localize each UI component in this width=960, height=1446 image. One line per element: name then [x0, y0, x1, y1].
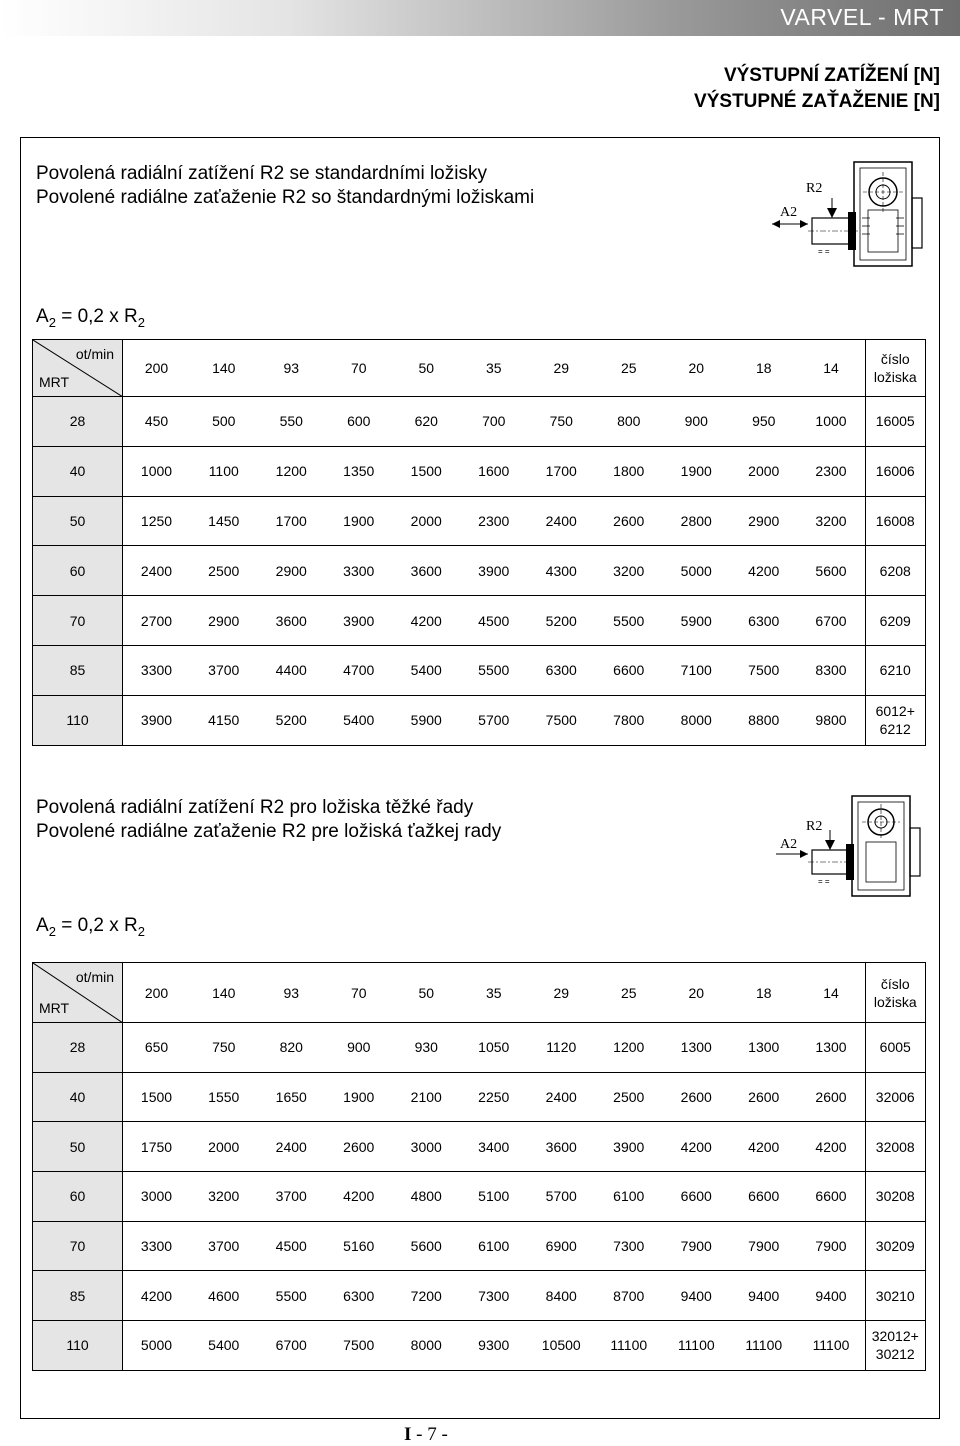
bearing-value: 16006 — [875, 463, 915, 480]
speed-header: 50 — [393, 963, 461, 1023]
load-value-cell: 8000 — [393, 1321, 461, 1371]
load-value-cell: 2800 — [663, 496, 731, 546]
load-value-cell: 11100 — [730, 1321, 798, 1371]
bearing-value: 30209 — [875, 1238, 915, 1255]
bearing-value: 30210 — [875, 1287, 915, 1304]
diagram1-r2-label: R2 — [806, 181, 823, 196]
load-value-cell: 7300 — [595, 1221, 663, 1271]
header-bar — [0, 0, 960, 36]
bearing-value: 6209 — [879, 612, 911, 629]
load-value-cell: 5400 — [190, 1321, 258, 1371]
speed-header: 25 — [595, 340, 663, 397]
load-value-cell: 3900 — [460, 546, 528, 596]
load-value-cell: 3200 — [798, 496, 866, 546]
load-value-cell: 11100 — [595, 1321, 663, 1371]
load-value-cell: 1050 — [460, 1023, 528, 1073]
bearing-value: 32008 — [875, 1138, 915, 1155]
bearing-cell — [865, 446, 926, 496]
load-value-cell: 820 — [258, 1023, 326, 1073]
load-value-cell: 3200 — [595, 546, 663, 596]
table-row — [33, 397, 926, 447]
load-value-cell: 7500 — [730, 645, 798, 695]
bearing-cell — [865, 1221, 926, 1271]
svg-text:= =: = = — [818, 877, 830, 886]
load-value-cell: 2600 — [663, 1072, 731, 1122]
size-cell: 28 — [33, 1023, 123, 1073]
bearing-header-line: číslo — [880, 975, 910, 992]
table-row — [33, 1172, 926, 1222]
load-value-cell: 6300 — [730, 596, 798, 646]
load-value-cell: 6900 — [528, 1221, 596, 1271]
load-value-cell: 7900 — [730, 1221, 798, 1271]
load-value-cell: 6100 — [595, 1172, 663, 1222]
load-value-cell: 5500 — [258, 1271, 326, 1321]
load-value-cell: 7100 — [663, 645, 731, 695]
load-value-cell: 1200 — [595, 1023, 663, 1073]
corner-header — [33, 963, 123, 1023]
load-value-cell: 6300 — [325, 1271, 393, 1321]
speed-header: 20 — [663, 963, 731, 1023]
load-value-cell: 5600 — [393, 1221, 461, 1271]
bearing-cell — [865, 596, 926, 646]
load-value-cell: 8700 — [595, 1271, 663, 1321]
load-value-cell: 3400 — [460, 1122, 528, 1172]
load-value-cell: 6600 — [798, 1172, 866, 1222]
load-value-cell: 700 — [460, 397, 528, 447]
speed-header: 140 — [190, 963, 258, 1023]
load-value-cell: 1250 — [123, 496, 191, 546]
load-value-cell: 1300 — [798, 1023, 866, 1073]
load-value-cell: 6700 — [798, 596, 866, 646]
load-value-cell: 950 — [730, 397, 798, 447]
section1-heading-cz: Povolená radiální zatížení R2 se standardními ložisky — [36, 163, 487, 184]
bearing-header-line: ložiska — [873, 369, 917, 385]
size-cell: 110 — [33, 1321, 123, 1371]
load-value-cell: 4500 — [258, 1221, 326, 1271]
load-value-cell: 7800 — [595, 695, 663, 745]
diagram2-r2-label: R2 — [806, 819, 823, 834]
load-value-cell: 2500 — [190, 546, 258, 596]
speed-header: 20 — [663, 340, 731, 397]
load-value-cell: 9400 — [663, 1271, 731, 1321]
load-value-cell: 4200 — [325, 1172, 393, 1222]
bearing-cell — [865, 496, 926, 546]
load-value-cell: 1500 — [123, 1072, 191, 1122]
load-value-cell: 4150 — [190, 695, 258, 745]
speed-header: 50 — [393, 340, 461, 397]
load-value-cell: 4300 — [528, 546, 596, 596]
load-value-cell: 5700 — [528, 1172, 596, 1222]
load-value-cell: 1750 — [123, 1122, 191, 1172]
load-value-cell: 3000 — [123, 1172, 191, 1222]
table-row — [33, 1321, 926, 1371]
load-value-cell: 1100 — [190, 446, 258, 496]
size-cell: 110 — [33, 695, 123, 745]
bearing-value: 30212 — [875, 1346, 915, 1363]
load-value-cell: 2000 — [190, 1122, 258, 1172]
load-value-cell: 8000 — [663, 695, 731, 745]
bearing-value: 32012+ — [871, 1328, 919, 1345]
speed-header: 29 — [528, 963, 596, 1023]
load-value-cell: 4200 — [730, 546, 798, 596]
bearing-value: 6012+ — [875, 703, 915, 720]
size-cell: 70 — [33, 596, 123, 646]
load-value-cell: 5400 — [393, 645, 461, 695]
load-value-cell: 5600 — [798, 546, 866, 596]
load-value-cell: 1350 — [325, 446, 393, 496]
page-title-cz: VÝSTUPNÍ ZATÍŽENÍ [N] — [723, 65, 940, 86]
load-value-cell: 5400 — [325, 695, 393, 745]
load-value-cell: 3900 — [123, 695, 191, 745]
bearing-cell — [865, 1321, 926, 1371]
load-value-cell: 600 — [325, 397, 393, 447]
table-row — [33, 596, 926, 646]
load-value-cell: 1700 — [528, 446, 596, 496]
load-value-cell: 2600 — [730, 1072, 798, 1122]
load-value-cell: 5000 — [123, 1321, 191, 1371]
load-value-cell: 2900 — [190, 596, 258, 646]
section2-heading — [36, 796, 501, 844]
load-value-cell: 930 — [393, 1023, 461, 1073]
brand-title: VARVEL - MRT — [780, 4, 944, 30]
table-row — [33, 645, 926, 695]
size-cell: 40 — [33, 1072, 123, 1122]
bearing-header-line: ložiska — [873, 993, 917, 1010]
section2-formula: $A_2 = 0,2$ x $R_2$ — [36, 915, 146, 939]
load-value-cell: 8400 — [528, 1271, 596, 1321]
bearing-cell — [865, 1072, 926, 1122]
page-title-sk: VÝSTUPNÉ ZAŤAŽENIE [N] — [694, 91, 940, 112]
load-value-cell: 4400 — [258, 645, 326, 695]
load-value-cell: 3200 — [190, 1172, 258, 1222]
speed-header: 35 — [460, 963, 528, 1023]
load-value-cell: 2600 — [325, 1122, 393, 1172]
section2-heading-cz: Povolená radiální zatížení R2 pro ložiska těžké řady — [36, 797, 474, 818]
load-value-cell: 6700 — [258, 1321, 326, 1371]
speed-unit-label: ot/min — [75, 969, 114, 985]
load-value-cell: 4500 — [460, 596, 528, 646]
load-value-cell: 7500 — [325, 1321, 393, 1371]
diagram1-a2-label: A2 — [780, 205, 798, 220]
load-value-cell: 750 — [528, 397, 596, 447]
bearing-cell — [865, 1122, 926, 1172]
speed-header: 70 — [325, 963, 393, 1023]
load-value-cell: 650 — [123, 1023, 191, 1073]
load-value-cell: 4200 — [393, 596, 461, 646]
bearing-cell — [865, 397, 926, 447]
load-value-cell: 550 — [258, 397, 326, 447]
load-value-cell: 4600 — [190, 1271, 258, 1321]
bearing-header — [865, 963, 926, 1023]
load-value-cell: 8300 — [798, 645, 866, 695]
speed-header: 70 — [325, 340, 393, 397]
speed-header: 14 — [798, 963, 866, 1023]
load-value-cell: 2400 — [528, 1072, 596, 1122]
load-value-cell: 7900 — [798, 1221, 866, 1271]
load-value-cell: 3700 — [190, 1221, 258, 1271]
load-value-cell: 3300 — [123, 1221, 191, 1271]
load-value-cell: 3600 — [393, 546, 461, 596]
load-value-cell: 1500 — [393, 446, 461, 496]
load-value-cell: 11100 — [798, 1321, 866, 1371]
size-label: MRT — [39, 374, 70, 390]
load-value-cell: 2900 — [730, 496, 798, 546]
page-footer — [404, 1424, 448, 1446]
load-value-cell: 1450 — [190, 496, 258, 546]
size-cell: 28 — [33, 397, 123, 447]
load-value-cell: 2900 — [258, 546, 326, 596]
load-value-cell: 6300 — [528, 645, 596, 695]
load-value-cell: 6600 — [730, 1172, 798, 1222]
bearing-value: 30208 — [875, 1188, 915, 1205]
load-value-cell: 4200 — [123, 1271, 191, 1321]
speed-header: 29 — [528, 340, 596, 397]
load-value-cell: 2600 — [798, 1072, 866, 1122]
load-value-cell: 4200 — [730, 1122, 798, 1172]
load-value-cell: 4700 — [325, 645, 393, 695]
speed-header: 93 — [258, 963, 326, 1023]
load-value-cell: 6600 — [595, 645, 663, 695]
table-row — [33, 1072, 926, 1122]
bearing-value: 16005 — [875, 413, 915, 430]
load-value-cell: 1550 — [190, 1072, 258, 1122]
load-value-cell: 5200 — [258, 695, 326, 745]
size-label: MRT — [39, 1000, 70, 1016]
load-value-cell: 2400 — [258, 1122, 326, 1172]
load-value-cell: 2700 — [123, 596, 191, 646]
speed-header: 93 — [258, 340, 326, 397]
bearing-cell — [865, 695, 926, 745]
bearing-cell — [865, 1172, 926, 1222]
load-value-cell: 4200 — [798, 1122, 866, 1172]
load-value-cell: 5500 — [460, 645, 528, 695]
load-value-cell: 450 — [123, 397, 191, 447]
bearing-value: 6208 — [879, 562, 911, 579]
load-value-cell: 2250 — [460, 1072, 528, 1122]
load-value-cell: 4200 — [663, 1122, 731, 1172]
load-value-cell: 7300 — [460, 1271, 528, 1321]
speed-header: 18 — [730, 963, 798, 1023]
load-value-cell: 1000 — [798, 397, 866, 447]
header-row — [33, 340, 926, 397]
bearing-value: 32006 — [875, 1089, 915, 1106]
bearing-cell — [865, 546, 926, 596]
load-value-cell: 2000 — [393, 496, 461, 546]
load-value-cell: 5000 — [663, 546, 731, 596]
size-cell: 50 — [33, 496, 123, 546]
load-value-cell: 1200 — [258, 446, 326, 496]
load-value-cell: 1120 — [528, 1023, 596, 1073]
bearing-value: 16008 — [875, 512, 915, 529]
load-value-cell: 2300 — [798, 446, 866, 496]
svg-text:= =: = = — [818, 247, 830, 256]
load-value-cell: 2500 — [595, 1072, 663, 1122]
load-value-cell: 7900 — [663, 1221, 731, 1271]
load-value-cell: 5200 — [528, 596, 596, 646]
load-value-cell: 620 — [393, 397, 461, 447]
load-value-cell: 9300 — [460, 1321, 528, 1371]
bearing-value: 6005 — [879, 1039, 911, 1056]
size-cell: 60 — [33, 546, 123, 596]
speed-header: 18 — [730, 340, 798, 397]
load-value-cell: 8800 — [730, 695, 798, 745]
size-cell: 85 — [33, 645, 123, 695]
load-value-cell: 5160 — [325, 1221, 393, 1271]
section2-heading-sk: Povolené radiálne zaťaženie R2 pre ložiská ťažkej rady — [36, 821, 502, 842]
bearing-cell — [865, 645, 926, 695]
load-value-cell: 1900 — [325, 1072, 393, 1122]
load-value-cell: 3300 — [123, 645, 191, 695]
load-value-cell: 2600 — [595, 496, 663, 546]
table-row — [33, 695, 926, 745]
table-row — [33, 496, 926, 546]
table-row — [33, 446, 926, 496]
load-value-cell: 3700 — [190, 645, 258, 695]
speed-header: 35 — [460, 340, 528, 397]
load-value-cell: 5900 — [393, 695, 461, 745]
size-cell: 60 — [33, 1172, 123, 1222]
load-value-cell: 3600 — [258, 596, 326, 646]
speed-header: 140 — [190, 340, 258, 397]
load-value-cell: 9400 — [798, 1271, 866, 1321]
speed-header: 200 — [123, 963, 191, 1023]
bearing-cell — [865, 1023, 926, 1073]
size-cell: 85 — [33, 1271, 123, 1321]
load-value-cell: 1800 — [595, 446, 663, 496]
load-value-cell: 800 — [595, 397, 663, 447]
load-value-cell: 7200 — [393, 1271, 461, 1321]
section1-formula: $A_2 = 0,2$ x $R_2$ — [36, 306, 146, 330]
speed-unit-label: ot/min — [75, 346, 114, 362]
load-value-cell: 1300 — [663, 1023, 731, 1073]
load-value-cell: 7500 — [528, 695, 596, 745]
load-value-cell: 10500 — [528, 1321, 596, 1371]
table-row — [33, 1023, 926, 1073]
size-cell: 50 — [33, 1122, 123, 1172]
header-row — [33, 963, 926, 1023]
load-value-cell: 1900 — [325, 496, 393, 546]
load-table-standard — [32, 339, 926, 746]
load-value-cell: 1300 — [730, 1023, 798, 1073]
bearing-header-line: číslo — [880, 351, 910, 367]
size-cell: 40 — [33, 446, 123, 496]
bearing-value: 6210 — [879, 662, 911, 679]
load-value-cell: 3300 — [325, 546, 393, 596]
load-value-cell: 750 — [190, 1023, 258, 1073]
diagram2-a2-label: A2 — [780, 837, 798, 852]
load-value-cell: 4800 — [393, 1172, 461, 1222]
load-value-cell: 5500 — [595, 596, 663, 646]
bearing-cell — [865, 1271, 926, 1321]
load-value-cell: 2000 — [730, 446, 798, 496]
table-row — [33, 1221, 926, 1271]
table-row — [33, 1271, 926, 1321]
load-value-cell: 900 — [663, 397, 731, 447]
load-value-cell: 2300 — [460, 496, 528, 546]
load-value-cell: 5100 — [460, 1172, 528, 1222]
load-value-cell: 500 — [190, 397, 258, 447]
load-value-cell: 9800 — [798, 695, 866, 745]
table-row — [33, 1122, 926, 1172]
load-value-cell: 1900 — [663, 446, 731, 496]
load-value-cell: 3000 — [393, 1122, 461, 1172]
load-value-cell: 3900 — [325, 596, 393, 646]
page-title — [694, 63, 940, 115]
load-value-cell: 5700 — [460, 695, 528, 745]
size-cell: 70 — [33, 1221, 123, 1271]
load-value-cell: 5900 — [663, 596, 731, 646]
load-value-cell: 900 — [325, 1023, 393, 1073]
load-value-cell: 9400 — [730, 1271, 798, 1321]
load-value-cell: 6100 — [460, 1221, 528, 1271]
speed-header: 14 — [798, 340, 866, 397]
load-value-cell: 3600 — [528, 1122, 596, 1172]
load-value-cell: 3700 — [258, 1172, 326, 1222]
load-value-cell: 2400 — [123, 546, 191, 596]
load-value-cell: 1700 — [258, 496, 326, 546]
section1-heading — [36, 162, 534, 210]
load-value-cell: 1000 — [123, 446, 191, 496]
load-value-cell: 11100 — [663, 1321, 731, 1371]
load-value-cell: 1650 — [258, 1072, 326, 1122]
gearbox-diagram-2 — [772, 792, 932, 900]
load-value-cell: 6600 — [663, 1172, 731, 1222]
speed-header: 25 — [595, 963, 663, 1023]
load-value-cell: 3900 — [595, 1122, 663, 1172]
bearing-header — [865, 340, 926, 397]
load-table-heavy — [32, 962, 926, 1371]
table-row — [33, 546, 926, 596]
bearing-value: 6212 — [879, 721, 911, 738]
load-value-cell: 2400 — [528, 496, 596, 546]
speed-header: 200 — [123, 340, 191, 397]
load-value-cell: 1600 — [460, 446, 528, 496]
section1-heading-sk: Povolené radiálne zaťaženie R2 so štandardnými ložiskami — [36, 187, 535, 208]
gearbox-diagram-1 — [768, 158, 938, 270]
corner-header — [33, 340, 123, 397]
footer-roman: I — [404, 1424, 412, 1445]
load-value-cell: 2100 — [393, 1072, 461, 1122]
footer-page-number: - 7 - — [411, 1424, 448, 1445]
